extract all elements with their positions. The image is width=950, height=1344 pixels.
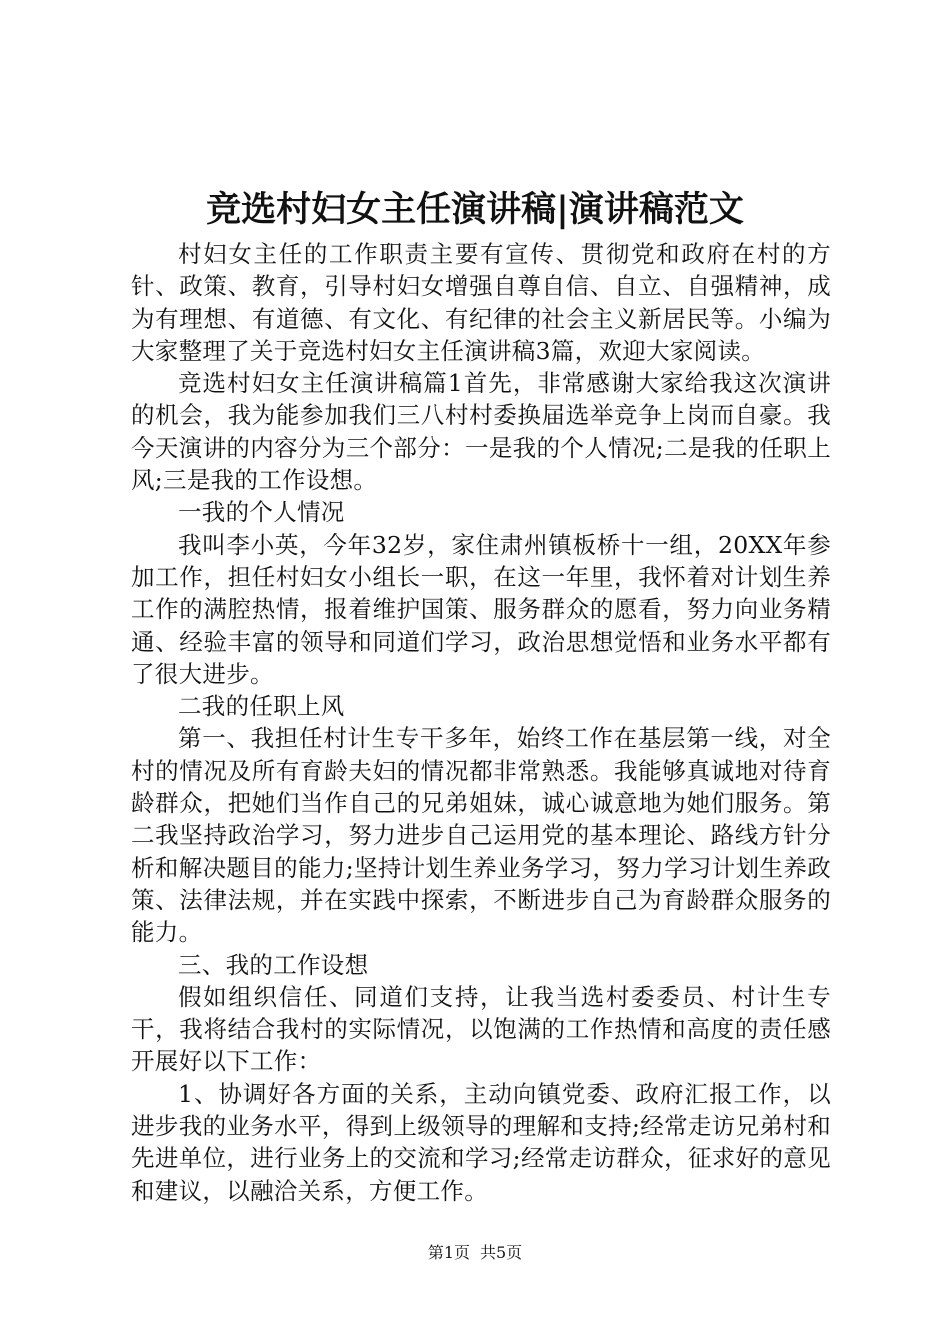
document-body — [131, 238, 831, 1207]
section-heading-advantages: 二我的任职上风 — [178, 692, 345, 721]
paragraph-speech-opening: 竞选村妇女主任演讲稿篇1首先，非常感谢大家给我这次演讲的机会，我为能参加我们三八村村委换届选举竞争上岗而自豪。我今天演讲的内容分为三个部分：一是我的个人情况;二是我的任职上风;三是我的工作设想。 — [131, 369, 831, 495]
paragraph-personal: 我叫李小英，今年32岁，家住肃州镇板桥十一组，20XX年参加工作，担任村妇女小组长一职，在这一年里，我怀着对计划生养工作的满腔热情，报着维护国策、服务群众的愿看，努力向业务精通、经验丰富的领导和同道们学习，政治思想觉悟和业务水平都有了很大进步。 — [131, 530, 831, 688]
page-title: 竞选村妇女主任演讲稿|演讲稿范文 — [206, 189, 744, 230]
paragraph-intro: 村妇女主任的工作职责主要有宣传、贯彻党和政府在村的方针、政策、教育，引导村妇女增强自尊自信、自立、自强精神，成为有理想、有道德、有文化、有纪律的社会主义新居民等。小编为大家整理了关于竞选村妇女主任演讲稿3篇，欢迎大家阅读。 — [131, 240, 831, 365]
paragraph-plan-intro: 假如组织信任、同道们支持，让我当选村委委员、村计生专干，我将结合我村的实际情况，以饱满的工作热情和高度的责任感开展好以下工作： — [131, 982, 831, 1076]
paragraph-advantages: 第一、我担任村计生专干多年，始终工作在基层第一线，对全村的情况及所有育龄夫妇的情况都非常熟悉。我能够真诚地对待育龄群众，把她们当作自己的兄弟姐妹，诚心诚意地为她们服务。第二我坚持政治学习，努力进步自己运用党的基本理论、路线方针分析和解决题目的能力;坚持计划生养业务学习，努力学习计划生养政策、法律法规，并在实践中探索，不断进步自己为育龄群众服务的能力。 — [131, 724, 831, 947]
page-number-current: 第1页 — [427, 1243, 470, 1262]
section-heading-plan: 三、我的工作设想 — [178, 950, 369, 979]
paragraph-plan-item-1: 1、协调好各方面的关系，主动向镇党委、政府汇报工作，以进步我的业务水平，得到上级领导的理解和支持;经常走访兄弟村和先进单位，进行业务上的交流和学习;经常走访群众，征求好的意见和建议，以融洽关系，方便工作。 — [131, 1079, 831, 1205]
page-number-total: 共5页 — [480, 1243, 523, 1262]
section-heading-personal: 一我的个人情况 — [178, 498, 345, 527]
page-footer — [0, 1242, 950, 1264]
